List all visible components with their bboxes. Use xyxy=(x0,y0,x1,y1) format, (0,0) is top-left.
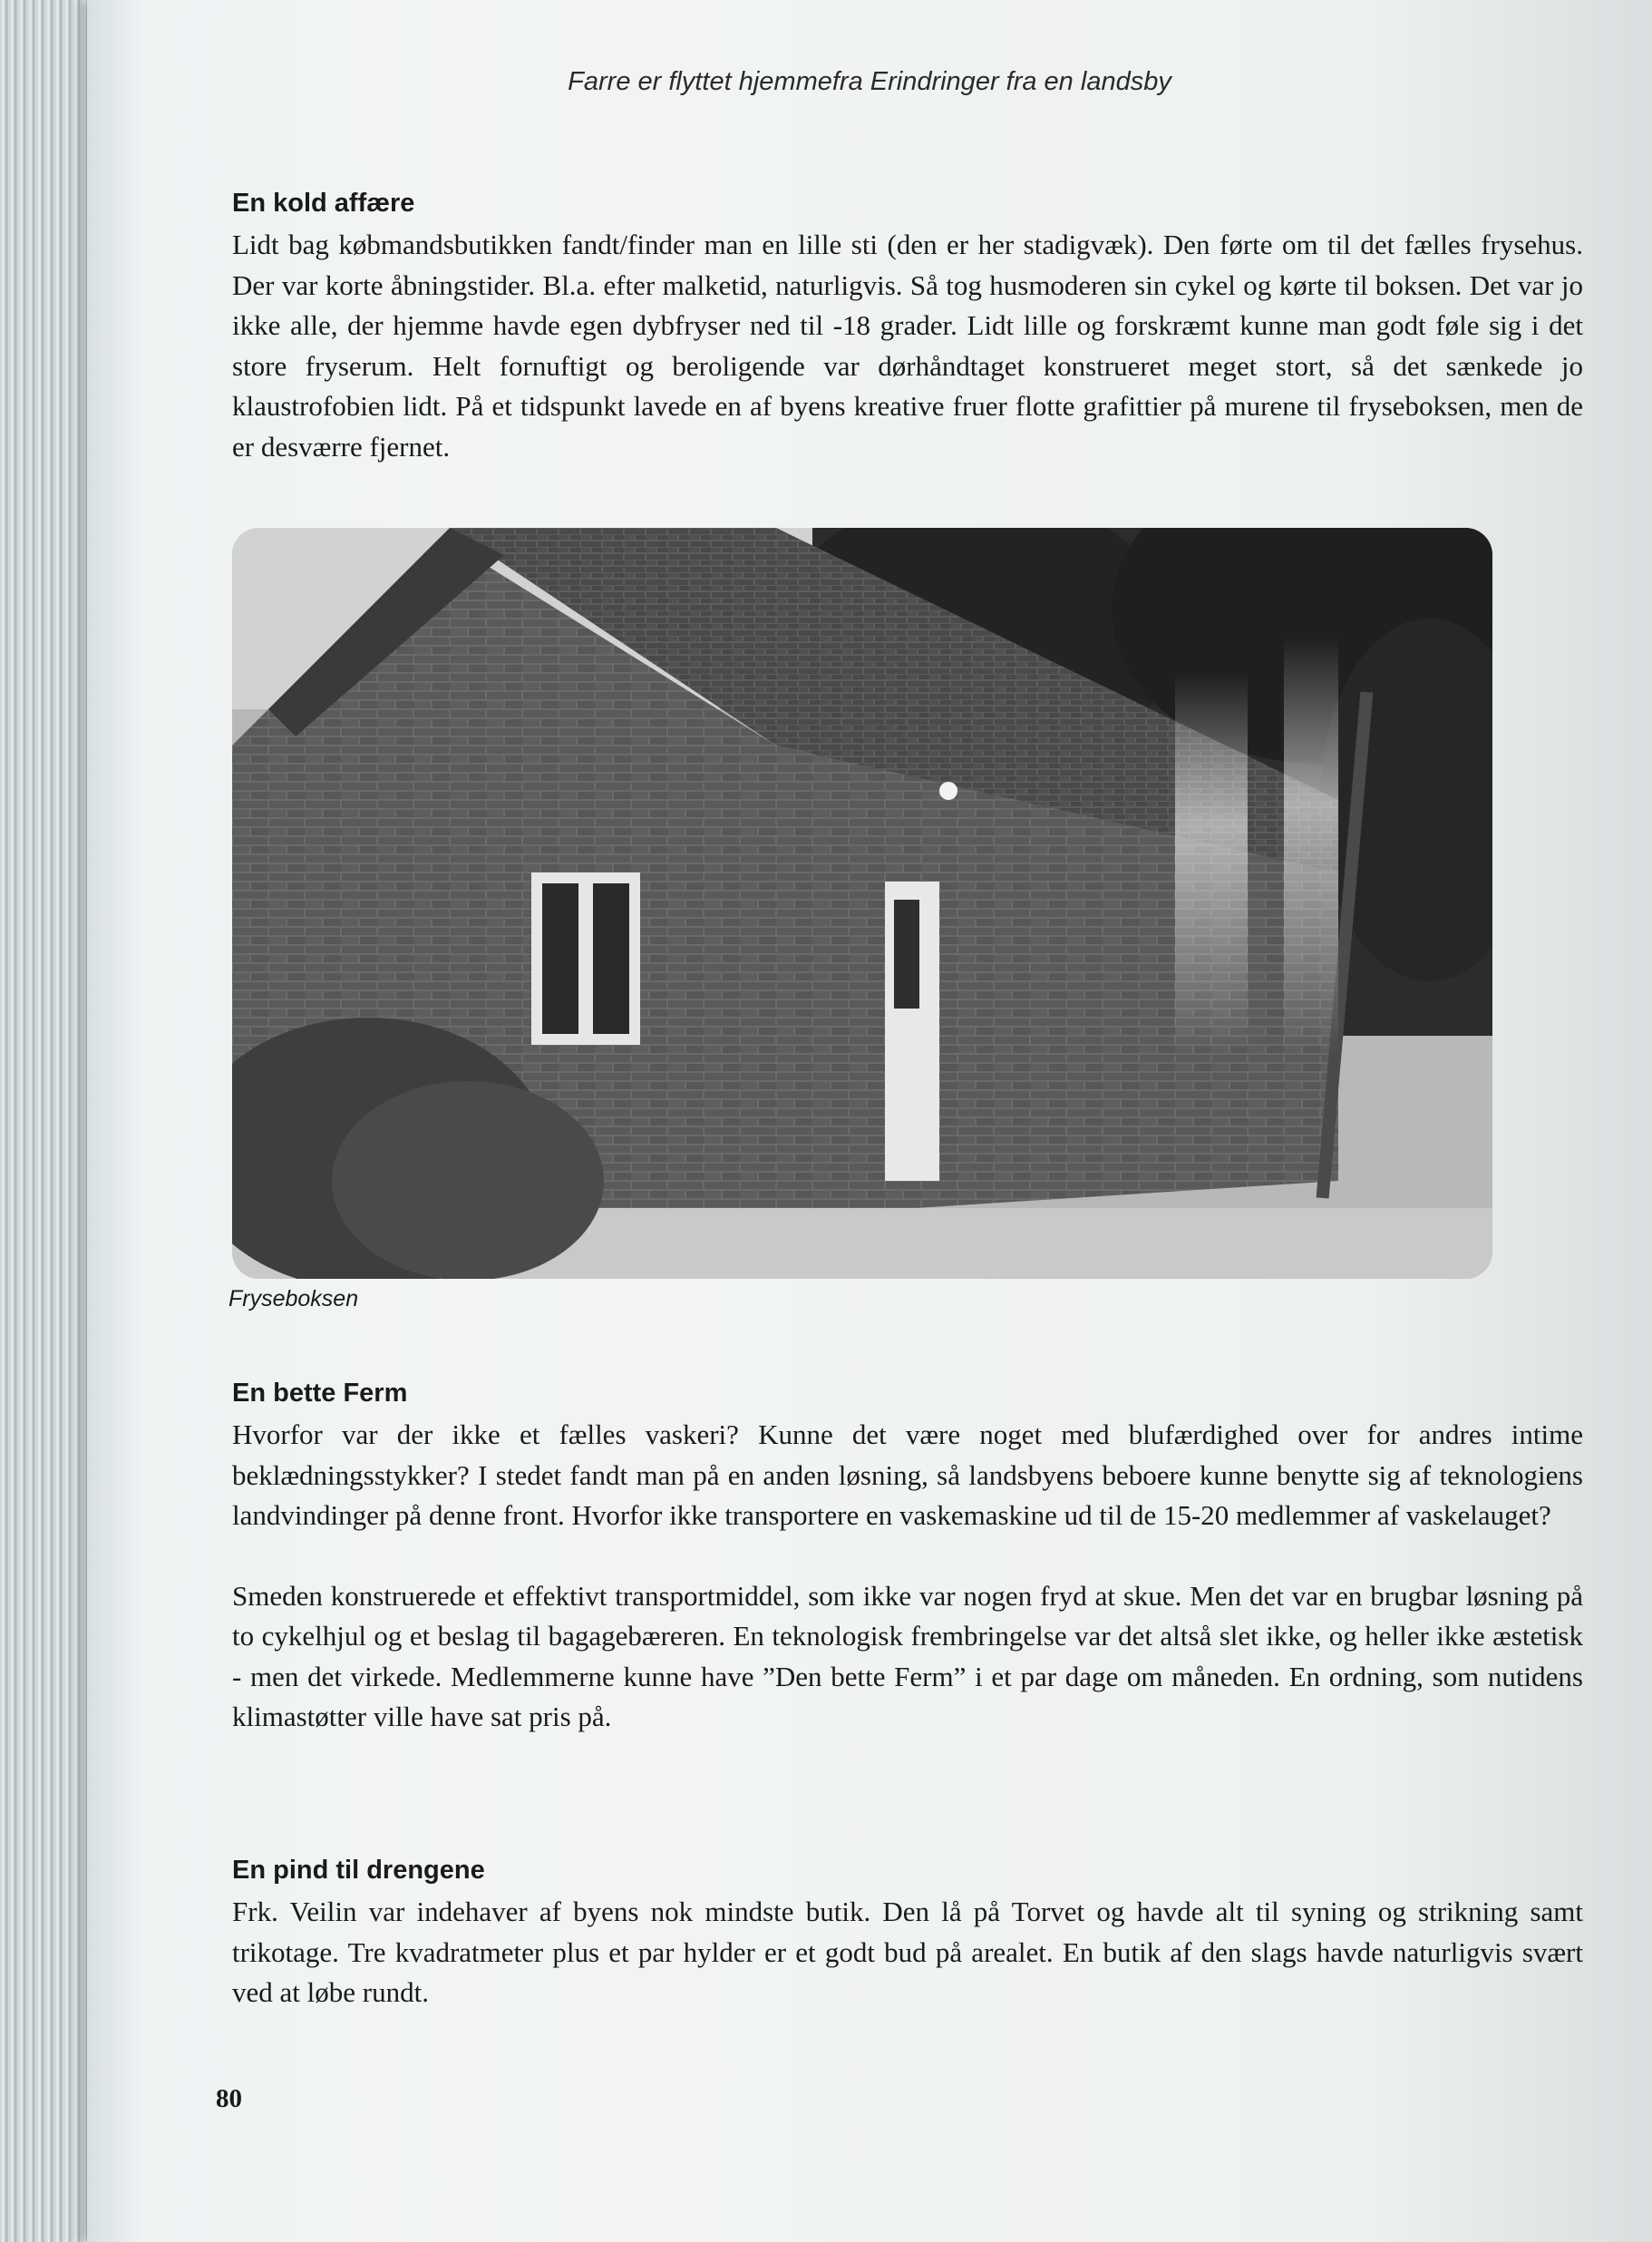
section-paragraph: Lidt bag købmandsbutikken fandt/finder man en lille sti (den er her stadigvæk). Den førte om til det fælles frysehus. Der var korte åbningstider. Bl.a. efter malketid, naturligvis. Så tog husmoderen sin cykel og kørte til boksen. Det var jo ikke alle, der hjemme havde egen dybfryser ned til -18 grader. Lidt lille og forskræmt kunne man godt føle sig i det store fryserum. Helt fornuftigt og beroligende var dørhåndtaget konstrueret meget stort, så det sænkede jo klaustrofobien lidt. På et tidspunkt lavede en af byens kreative fruer flotte grafittier på murene til fryseboksen, men de er desværre fjernet. xyxy=(232,229,1583,463)
photo-caption: Fryseboksen xyxy=(228,1286,359,1311)
running-header: Farre er flyttet hjemmefra Erindringer fra en landsby xyxy=(568,67,1171,96)
section-heading: En bette Ferm xyxy=(232,1379,408,1408)
section-en-kold-affaere xyxy=(232,185,1583,467)
section-heading: En kold affære xyxy=(232,189,415,218)
book-page xyxy=(87,0,1652,2242)
section-paragraph: Smeden konstruerede et effektivt transportmiddel, som ikke var nogen fryd at skue. Men det var en brugbar løsning på to cykelhjul og et beslag til bagagebæreren. En teknologisk frembringelse var det altså slet ikke, og heller ikke æstetisk - men det virkede. Medlemmerne kunne have ”Den bette Ferm” i et par dage om måneden. En ordning, som nutidens klimastøtter ville have sat pris på. xyxy=(232,1579,1583,1732)
page-number: 80 xyxy=(216,2084,242,2113)
section-paragraph: Hvorfor var der ikke et fælles vaskeri? Kunne det være noget med blufærdighed over for andres intime beklædningsstykker? I stedet fandt man på en anden løsning, så landsbyens beboere kunne benytte sig af teknologiens landvindinger på denne front. Hvorfor ikke transportere en vaskemaskine ud til de 15-20 medlemmer af vaskelauget? xyxy=(232,1418,1583,1531)
section-heading: En pind til drengene xyxy=(232,1856,485,1885)
section-paragraph: Frk. Veilin var indehaver af byens nok mindste butik. Den lå på Torvet og havde alt til syning og strikning samt trikotage. Tre kvadratmeter plus et par hylder er et godt bud på arealet. En butik af den slags havde naturligvis svært ved at løbe rundt. xyxy=(232,1896,1583,2008)
freezer-house-photo-image xyxy=(232,528,1492,1279)
section-en-bette-ferm xyxy=(232,1375,1583,1738)
photo-freezer-house xyxy=(232,528,1492,1279)
section-en-pind-til-drengene xyxy=(232,1852,1583,2013)
